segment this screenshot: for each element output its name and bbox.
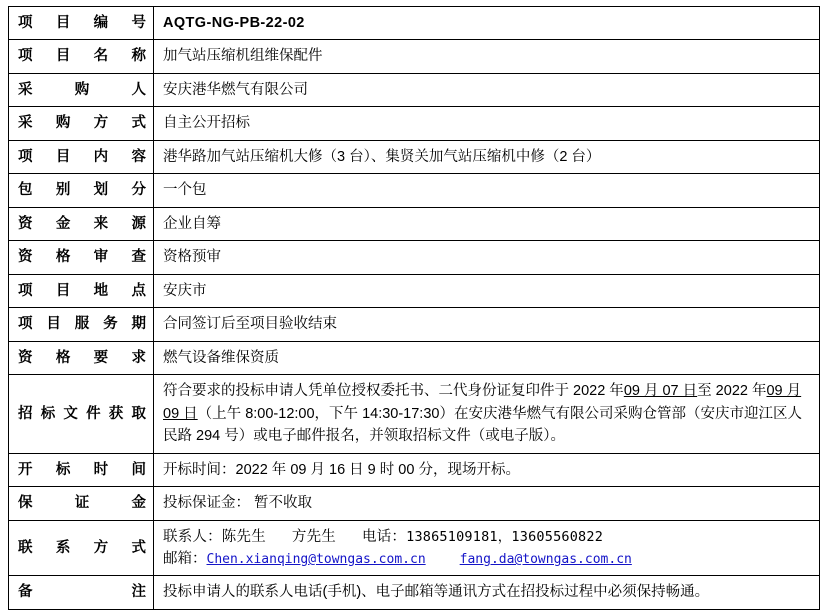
- table-row: [9, 140, 820, 173]
- row-value-project-name: 加气站压缩机组维保配件: [154, 40, 820, 73]
- table-row: [9, 453, 820, 486]
- email-label: 邮箱：: [163, 550, 207, 567]
- table-row: [9, 7, 820, 40]
- row-label-contact: 联系方式: [9, 520, 154, 576]
- row-label-document-acquisition: 招标文件获取: [9, 375, 154, 453]
- table-row: [9, 576, 820, 609]
- row-value-purchase-method: 自主公开招标: [154, 107, 820, 140]
- row-value-document-acquisition: [154, 375, 820, 453]
- row-value-project-location: 安庆市: [154, 274, 820, 307]
- row-label-bid-opening-time: 开标时间: [9, 453, 154, 486]
- row-label-project-content: 项目内容: [9, 140, 154, 173]
- table-row: [9, 341, 820, 374]
- row-value-qualification-review: 资格预审: [154, 241, 820, 274]
- acquisition-segment-3: （上午 8:00-12:00，下午 14:30-17:30）在安庆港华燃气有限公司采购仓管部（安庆市迎江区人民路 294 号）或电子邮件报名，并领取招标文件（或电子版）。: [163, 405, 802, 445]
- acquisition-segment-1: 符合要求的投标申请人凭单位授权委托书、二代身份证复印件于 2022 年: [163, 383, 624, 400]
- table-row: [9, 73, 820, 106]
- row-value-service-period: 合同签订后至项目验收结束: [154, 308, 820, 341]
- row-label-purchaser: 采购人: [9, 73, 154, 106]
- row-value-remark: 投标申请人的联系人电话(手机)、电子邮箱等通讯方式在招投标过程中必须保持畅通。: [154, 576, 820, 609]
- table-row: [9, 274, 820, 307]
- phone-label: 电话：: [362, 528, 407, 545]
- contact-line-emails: [163, 548, 812, 570]
- row-label-qualification-review: 资格审查: [9, 241, 154, 274]
- acquisition-date-2: 09 月 09 日: [163, 383, 802, 422]
- table-row: [9, 107, 820, 140]
- contact-line-people: [163, 526, 812, 548]
- row-label-remark: 备注: [9, 576, 154, 609]
- row-value-project-content: 港华路加气站压缩机大修（3 台）、集贤关加气站压缩机中修（2 台）: [154, 140, 820, 173]
- table-row: [9, 308, 820, 341]
- phone-numbers: 13865109181，13605560822: [406, 528, 604, 545]
- row-value-qualification-requirement: 燃气设备维保资质: [154, 341, 820, 374]
- email-address-1[interactable]: Chen.xianqing@towngas.com.cn: [206, 551, 426, 567]
- contact-person-1: 联系人：陈先生: [163, 528, 266, 545]
- row-label-deposit: 保证金: [9, 487, 154, 520]
- row-value-project-number: AQTG-NG-PB-22-02: [154, 7, 820, 40]
- table-row: [9, 40, 820, 73]
- row-value-purchaser: 安庆港华燃气有限公司: [154, 73, 820, 106]
- acquisition-segment-2: 至 2022 年: [697, 383, 767, 400]
- table-body: [9, 7, 820, 610]
- row-value-deposit: 投标保证金： 暂不收取: [154, 487, 820, 520]
- table-row: [9, 241, 820, 274]
- contact-person-2: 方先生: [291, 528, 337, 545]
- row-label-service-period: 项目服务期: [9, 308, 154, 341]
- table-row: [9, 375, 820, 453]
- row-label-purchase-method: 采购方式: [9, 107, 154, 140]
- table-row: [9, 174, 820, 207]
- row-label-funding-source: 资金来源: [9, 207, 154, 240]
- table-row: [9, 520, 820, 576]
- row-value-contact: [154, 520, 820, 576]
- table-row: [9, 207, 820, 240]
- row-label-qualification-requirement: 资格要求: [9, 341, 154, 374]
- row-label-project-location: 项目地点: [9, 274, 154, 307]
- row-label-package-division: 包别划分: [9, 174, 154, 207]
- acquisition-date-1: 09 月 07 日: [623, 383, 698, 400]
- row-label-project-number: 项目编号: [9, 7, 154, 40]
- email-address-2[interactable]: fang.da@towngas.com.cn: [459, 551, 632, 567]
- row-value-funding-source: 企业自筹: [154, 207, 820, 240]
- row-value-package-division: 一个包: [154, 174, 820, 207]
- row-label-project-name: 项目名称: [9, 40, 154, 73]
- bid-announcement-table: [8, 6, 820, 610]
- row-value-bid-opening-time: 开标时间：2022 年 09 月 16 日 9 时 00 分，现场开标。: [154, 453, 820, 486]
